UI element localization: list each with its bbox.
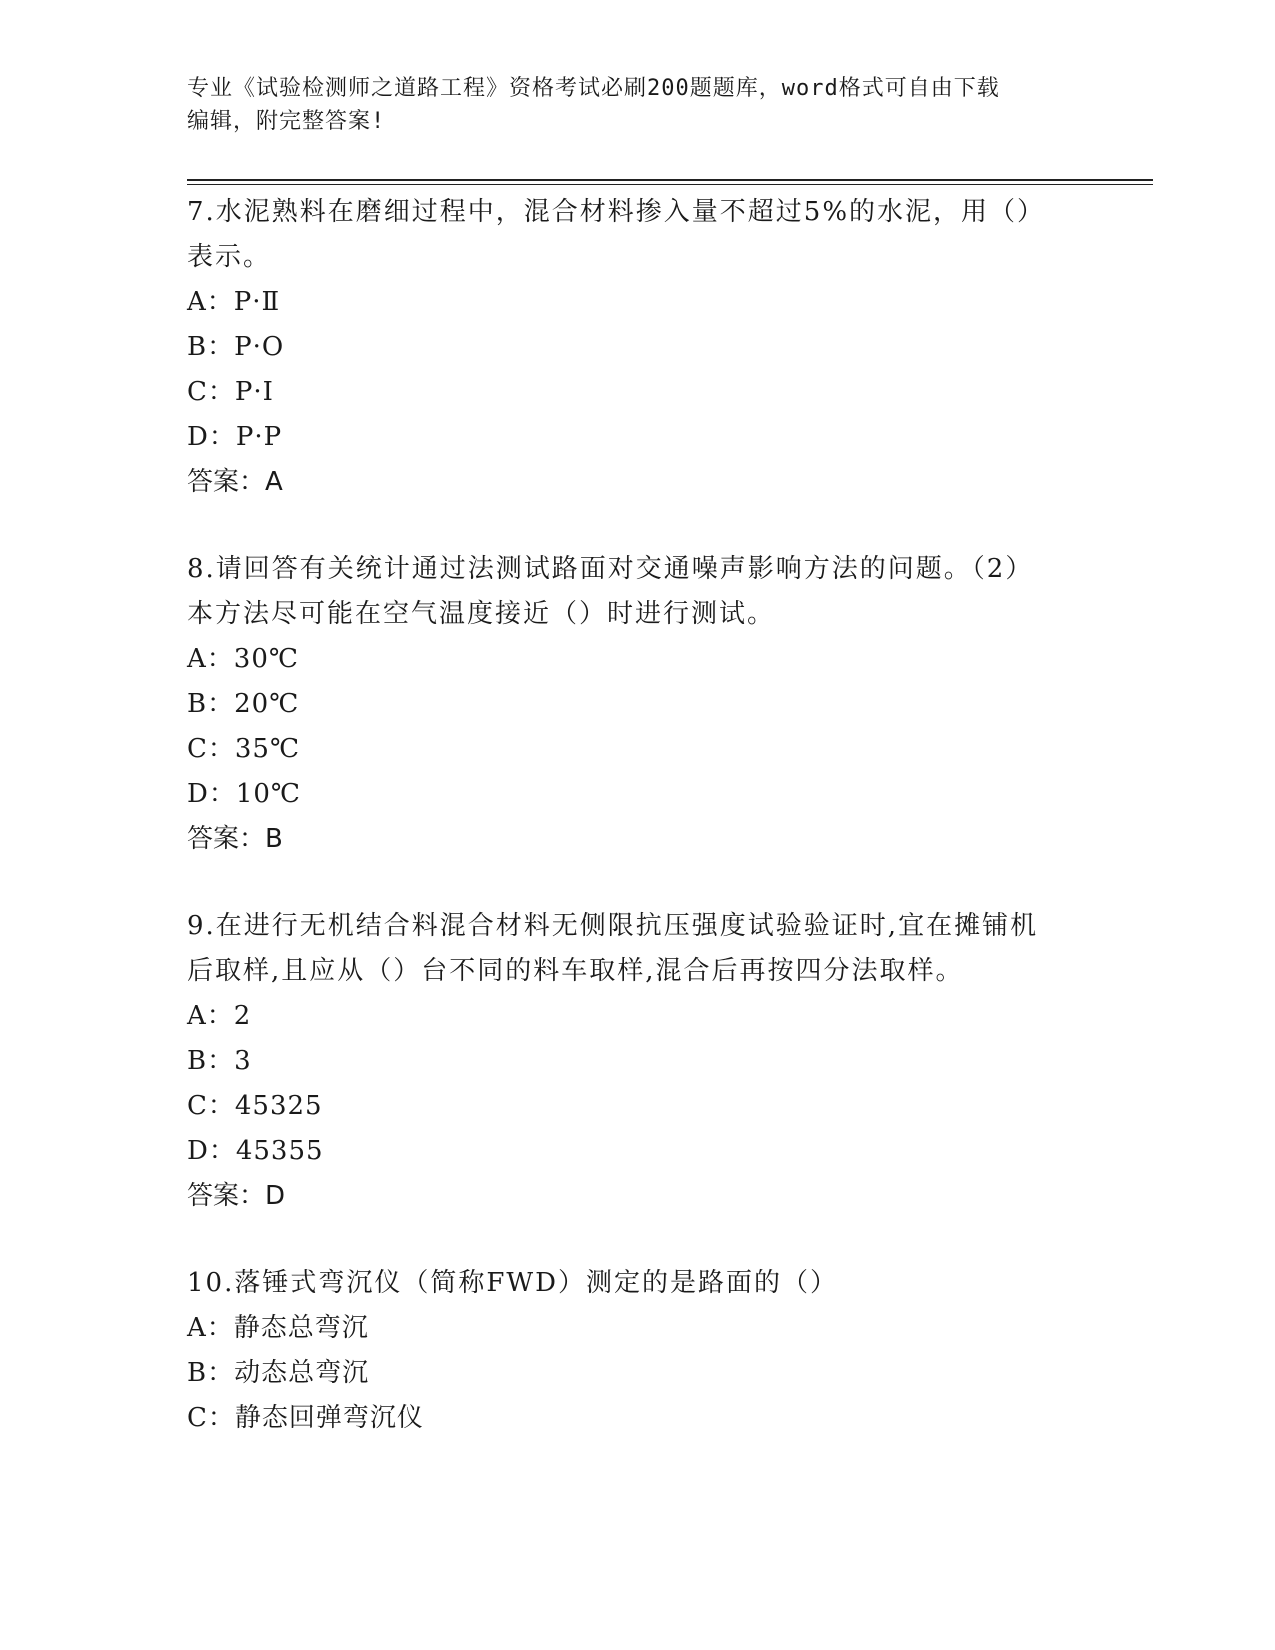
option-a: A：静态总弯沉 bbox=[187, 1313, 369, 1343]
header-line-1: 专业《试验检测师之道路工程》资格考试必刷200题题库，word格式可自由下载 bbox=[187, 76, 1000, 101]
option-b: B：20℃ bbox=[187, 689, 300, 719]
question-stem-continued: 表示。 bbox=[187, 242, 272, 272]
question-stem-continued: 后取样,且应从（）台不同的料车取样,混合后再按四分法取样。 bbox=[187, 956, 964, 986]
option-c: C：35℃ bbox=[187, 734, 301, 764]
answer-line: 答案：A bbox=[187, 467, 283, 497]
question-stem: 10.落锤式弯沉仪（简称FWD）测定的是路面的（） bbox=[187, 1268, 838, 1298]
option-c: C：静态回弹弯沉仪 bbox=[187, 1403, 424, 1433]
answer-line: 答案：B bbox=[187, 824, 283, 854]
document-header bbox=[187, 72, 1067, 138]
option-a: A：P·Ⅱ bbox=[187, 287, 281, 317]
question-stem: 9.在进行无机结合料混合材料无侧限抗压强度试验验证时,宜在摊铺机 bbox=[187, 911, 1039, 941]
option-d: D：45355 bbox=[187, 1136, 324, 1166]
option-b: B：P·O bbox=[187, 332, 285, 362]
option-a: A：30℃ bbox=[187, 644, 299, 674]
question-8 bbox=[187, 547, 1087, 862]
option-a: A：2 bbox=[187, 1001, 252, 1031]
answer-line: 答案：D bbox=[187, 1181, 286, 1211]
question-9 bbox=[187, 904, 1087, 1219]
question-stem: 8.请回答有关统计通过法测试路面对交通噪声影响方法的问题。（2） bbox=[187, 554, 1034, 584]
header-divider-thin bbox=[187, 184, 1153, 185]
question-10 bbox=[187, 1261, 1087, 1441]
option-b: B：动态总弯沉 bbox=[187, 1358, 370, 1388]
option-c: C：45325 bbox=[187, 1091, 323, 1121]
option-d: D：10℃ bbox=[187, 779, 302, 809]
question-7 bbox=[187, 190, 1087, 505]
question-stem-continued: 本方法尽可能在空气温度接近（）时进行测试。 bbox=[187, 599, 776, 629]
option-d: D：P·P bbox=[187, 422, 283, 452]
header-divider-thick bbox=[187, 179, 1153, 181]
header-line-2: 编辑，附完整答案! bbox=[187, 109, 386, 134]
option-b: B：3 bbox=[187, 1046, 252, 1076]
question-list bbox=[187, 190, 1087, 1483]
option-c: C：P·Ⅰ bbox=[187, 377, 274, 407]
question-stem: 7.水泥熟料在磨细过程中，混合材料掺入量不超过5%的水泥，用（） bbox=[187, 197, 1046, 227]
